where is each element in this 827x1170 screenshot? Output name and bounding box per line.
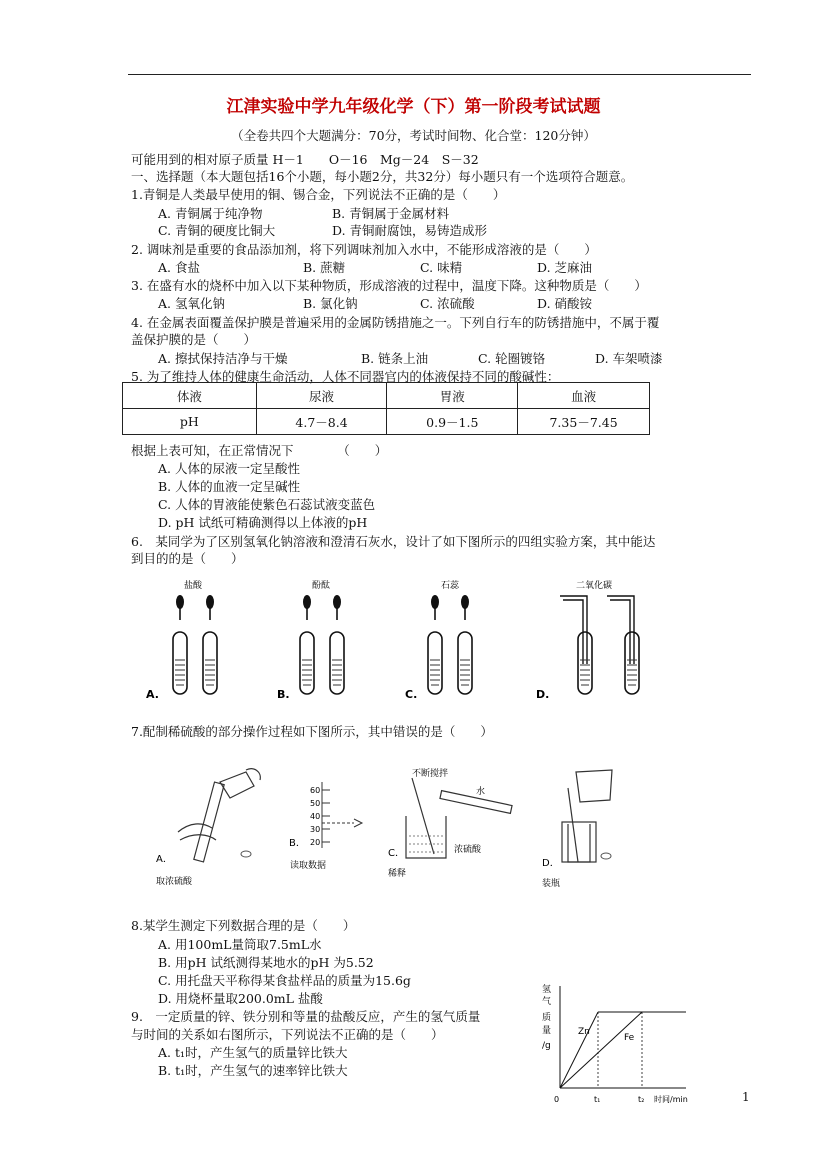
q2-stem: 2. 调味剂是重要的食品添加剂，将下列调味剂加入水中，不能形成溶液的是（ ）	[131, 242, 597, 257]
atomic-mass-line: 可能用到的相对原子质量 H－1 O－16 Mg－24 S－32	[131, 152, 479, 167]
q6-letter-c: C.	[405, 688, 418, 701]
x-tick-label: t₁	[594, 1095, 601, 1104]
q7-tick: 50	[310, 799, 321, 808]
q3-stem: 3. 在盛有水的烧杯中加入以下某种物质，形成溶液的过程中，温度下降。这种物质是（ ）	[131, 278, 647, 293]
q6-figure	[140, 574, 660, 706]
q6-label-b: 酚酞	[312, 581, 331, 591]
q4-option-c: C. 轮圈镀铬	[478, 351, 546, 366]
q7-letter-b: B．	[289, 838, 306, 849]
series-line-fe	[560, 1012, 642, 1088]
q1-option-c: C. 青铜的硬度比铜大	[158, 223, 276, 238]
series-label-zn: Zn	[578, 1027, 590, 1037]
q7-tick: 60	[310, 786, 321, 795]
q7-stem: 7.配制稀硫酸的部分操作过程如下图所示，其中错误的是（ ）	[131, 724, 493, 739]
table-cell: 7.35－7.45	[518, 409, 650, 435]
q6-letter-d: D.	[536, 688, 550, 701]
q3-option-d: D. 硝酸铵	[537, 296, 593, 311]
q7-acid-label: 浓硫酸	[454, 845, 482, 855]
table-row	[123, 409, 650, 435]
series-line-zn	[560, 1012, 598, 1088]
q9-stem-line2: 与时间的关系如右图所示，下列说法不正确的是（ ）	[131, 1027, 444, 1042]
q4-option-a: A. 擦拭保持洁净与干燥	[158, 351, 288, 366]
page-number: 1	[742, 1090, 750, 1104]
q8-stem: 8.某学生测定下列数据合理的是（ ）	[131, 918, 356, 933]
q6-stem-line1: 6. 某同学为了区别氢氧化钠溶液和澄清石灰水，设计了如下图所示的四组实验方案，其中能达	[131, 534, 656, 549]
exam-info: （全卷共四个大题满分：70分，考试时间物、化合堂：120分钟）	[231, 128, 596, 143]
page-title: 江津实验中学九年级化学（下）第一阶段考试试题	[226, 97, 601, 117]
q5-option-d: D. pH 试纸可精确测得以上体液的pH	[158, 515, 368, 530]
section-1-heading: 一、选择题（本大题包括16个小题，每小题2分，共32分）每小题只有一个选项符合题意。	[131, 169, 634, 184]
q7-figure	[150, 762, 630, 894]
q5-option-a: A. 人体的尿液一定呈酸性	[158, 461, 300, 476]
q8-option-a: A. 用100mL量筒取7.5mL水	[158, 937, 322, 952]
q9-chart	[538, 978, 716, 1108]
q6-label-c: 石蕊	[441, 581, 460, 591]
y-axis-label-1: 氢	[542, 985, 552, 995]
q5-stem: 5. 为了维持人体的健康生命活动，人体不同器官内的体液保持不同的酸碱性：	[131, 369, 560, 384]
q7-caption-b: 读取数据	[290, 861, 327, 871]
q5-option-c: C. 人体的胃液能使紫色石蕊试液变蓝色	[158, 497, 376, 512]
q1-stem: 1.青铜是人类最早使用的铜、锡合金，下列说法不正确的是（ ）	[131, 187, 506, 202]
table-header-cell: 体液	[123, 383, 257, 409]
q3-option-a: A. 氢氧化钠	[158, 296, 225, 311]
q7-caption-a: 取浓硫酸	[156, 877, 193, 887]
y-axis-label-2: 气	[542, 997, 552, 1007]
q4-stem-line2: 盖保护膜的是（ ）	[131, 332, 257, 347]
table-header-cell: 尿液	[256, 383, 387, 409]
q8-option-d: D. 用烧杯量取200.0mL 盐酸	[158, 991, 323, 1006]
table-header-cell: 血液	[518, 383, 650, 409]
q6-letter-b: B.	[277, 688, 290, 701]
q2-option-a: A. 食盐	[158, 260, 200, 275]
y-axis-label-3: 质	[542, 1013, 552, 1023]
q7-letter-a: A．	[156, 854, 173, 865]
q4-option-d: D. 车架喷漆	[595, 351, 663, 366]
q5-follow: 根据上表可知，在正常情况下 （ ）	[131, 443, 388, 458]
series-label-fe: Fe	[624, 1033, 635, 1043]
table-header-cell: 胃液	[387, 383, 518, 409]
table-cell: 4.7－8.4	[256, 409, 387, 435]
q7-tick: 30	[310, 825, 321, 834]
q8-option-b: B. 用pH 试纸测得某地水的pH 为5.52	[158, 955, 374, 970]
x-tick-label: 0	[554, 1095, 560, 1104]
q7-letter-c: C．	[388, 848, 405, 859]
q2-option-d: D. 芝麻油	[537, 260, 593, 275]
x-axis-label: 时间/min	[654, 1095, 688, 1104]
header-rule	[128, 74, 751, 75]
q7-letter-d: D．	[542, 858, 560, 869]
q9-option-a: A. t₁时，产生氢气的质量锌比铁大	[158, 1045, 348, 1060]
q4-stem-line1: 4. 在金属表面覆盖保护膜是普遍采用的金属防锈措施之一。下列自行车的防锈措施中，不属于覆	[131, 315, 660, 330]
q2-option-b: B. 蔗糖	[303, 260, 346, 275]
q7-water-label: 水	[476, 787, 486, 797]
q6-letter-a: A.	[146, 688, 159, 701]
q3-option-b: B. 氯化钠	[303, 296, 358, 311]
q6-label-d: 二氧化碳	[576, 581, 613, 591]
q2-option-c: C. 味精	[420, 260, 463, 275]
q9-stem-line1: 9. 一定质量的锌、铁分别和等量的盐酸反应，产生的氢气质量	[131, 1009, 481, 1024]
q6-label-a: 盐酸	[184, 581, 203, 591]
q1-option-b: B. 青铜属于金属材料	[332, 206, 450, 221]
table-cell: 0.9－1.5	[387, 409, 518, 435]
q7-caption-d: 装瓶	[542, 879, 561, 889]
q5-option-b: B. 人体的血液一定呈碱性	[158, 479, 301, 494]
q9-option-b: B. t₁时，产生氢气的速率锌比铁大	[158, 1063, 348, 1078]
y-axis-label-4: 量	[542, 1026, 552, 1036]
ph-table	[122, 382, 650, 435]
y-axis-label-5: /g	[542, 1041, 551, 1051]
q8-option-c: C. 用托盘天平称得某食盐样品的质量为15.6g	[158, 973, 411, 988]
table-cell: pH	[123, 409, 257, 435]
q7-tick: 20	[310, 838, 321, 847]
q1-option-d: D. 青铜耐腐蚀，易铸造成形	[332, 223, 488, 238]
q6-stem-line2: 到目的的是（ ）	[131, 551, 244, 566]
q4-option-b: B. 链条上油	[361, 351, 429, 366]
x-tick-label: t₂	[638, 1095, 645, 1104]
table-header-row	[123, 383, 650, 409]
q3-option-c: C. 浓硫酸	[420, 296, 475, 311]
q7-caption-c: 稀释	[388, 869, 407, 879]
q7-stir-label: 不断搅拌	[412, 769, 449, 779]
q1-option-a: A. 青铜属于纯净物	[158, 206, 263, 221]
q7-tick: 40	[310, 812, 321, 821]
